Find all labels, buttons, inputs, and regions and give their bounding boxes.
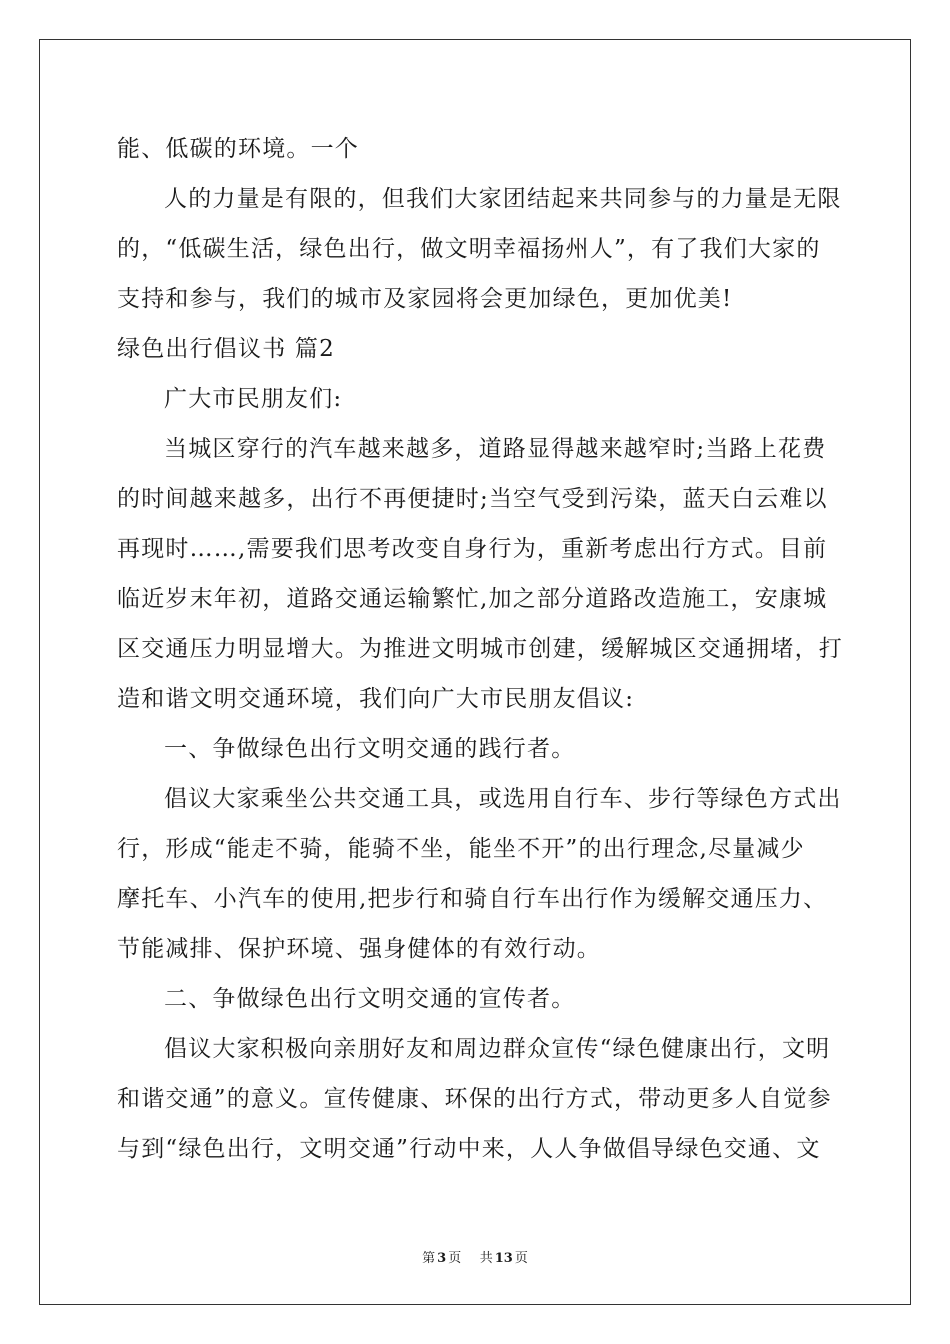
salutation: 广大市民朋友们: xyxy=(164,386,343,412)
paragraph-line: 当城区穿行的汽车越来越多，道路显得越来越窄时;当路上花费 xyxy=(164,436,827,462)
page-footer xyxy=(0,1247,950,1266)
section-heading: 绿色出行倡议书 篇2 xyxy=(117,336,335,362)
page-unit: 页 xyxy=(448,1251,462,1266)
total-unit: 页 xyxy=(514,1251,528,1266)
total-pages-number: 13 xyxy=(494,1251,513,1266)
paragraph-line: 倡议大家积极向亲朋好友和周边群众宣传“绿色健康出行，文明 xyxy=(164,1036,831,1062)
page-border xyxy=(39,39,911,1305)
current-page-number: 3 xyxy=(437,1251,447,1266)
paragraph-line: 造和谐文明交通环境，我们向广大市民朋友倡议: xyxy=(117,686,635,712)
subheading-1: 一、争做绿色出行文明交通的践行者。 xyxy=(164,736,576,762)
paragraph-line: 的时间越来越多，出行不再便捷时;当空气受到污染，蓝天白云难以 xyxy=(117,486,828,512)
page-prefix: 第 xyxy=(422,1251,436,1266)
paragraph-line: 区交通压力明显增大。为推进文明城市创建，缓解城区交通拥堵，打 xyxy=(117,636,843,662)
paragraph-line: 的，“低碳生活，绿色出行，做文明幸福扬州人”，有了我们大家的 xyxy=(117,236,821,262)
paragraph-line: 支持和参与，我们的城市及家园将会更加绿色，更加优美! xyxy=(117,286,733,312)
paragraph-line: 临近岁末年初，道路交通运输繁忙,加之部分道路改造施工，安康城 xyxy=(117,586,828,612)
paragraph-line: 节能减排、保护环境、强身健体的有效行动。 xyxy=(117,936,601,962)
paragraph-line: 再现时……,需要我们思考改变自身行为，重新考虑出行方式。目前 xyxy=(117,536,828,562)
paragraph-line: 能、低碳的环境。一个 xyxy=(117,136,359,162)
subheading-2: 二、争做绿色出行文明交通的宣传者。 xyxy=(164,986,576,1012)
paragraph-line: 和谐交通”的意义。宣传健康、环保的出行方式，带动更多人自觉参 xyxy=(117,1086,832,1112)
paragraph-line: 行，形成“能走不骑，能骑不坐，能坐不开”的出行理念,尽量减少 xyxy=(117,836,805,862)
paragraph-line: 与到“绿色出行，文明交通”行动中来，人人争做倡导绿色交通、文 xyxy=(117,1136,821,1162)
paragraph-line: 倡议大家乘坐公共交通工具，或选用自行车、步行等绿色方式出 xyxy=(164,786,842,812)
paragraph-line: 人的力量是有限的，但我们大家团结起来共同参与的力量是无限 xyxy=(164,186,842,212)
total-prefix: 共 xyxy=(479,1251,493,1266)
paragraph-line: 摩托车、小汽车的使用,把步行和骑自行车出行作为缓解交通压力、 xyxy=(117,886,828,912)
